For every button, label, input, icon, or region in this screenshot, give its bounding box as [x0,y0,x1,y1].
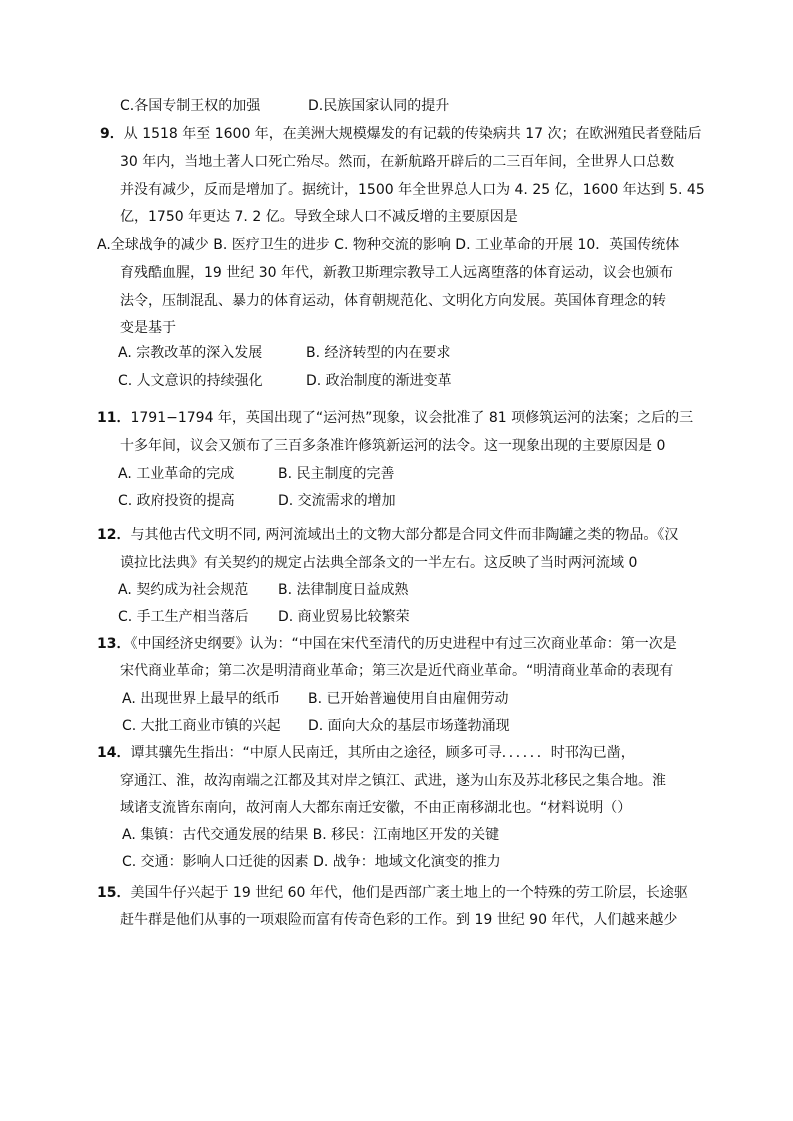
q8-options-cd [120,97,450,115]
q12-option-b: B. 法律制度日益成熟 [278,582,409,598]
q11-option-a: A. 工业革命的完成 [118,466,235,482]
q10-line-2: 育残酷血腥，19 世纪 30 年代，新教卫斯理宗教导工人远离堕落的体育运动，议会也颁布 [120,265,673,281]
q15-number: 15． [97,885,131,901]
q12-option-a: A. 契约成为社会规范 [118,582,249,598]
q12-option-d: D. 商业贸易比较繁荣 [278,609,410,625]
q15-text-1: 美国牛仔兴起于 19 世纪 60 年代，他们是西部广袤土地上的一个特殊的劳工阶层，长途驱 [130,885,688,901]
q11-line-1 [97,409,693,427]
q13-option-d: D. 面向大众的基层市场蓬勃涌现 [308,718,510,734]
q10-option-a: A. 宗教改革的深入发展 [118,345,263,361]
q9-line-4: 亿，1750 年更达 7. 2 亿。导致全球人口不减反增的主要原因是 [120,209,518,225]
q15-line-2: 赶牛群是他们从事的一项艰险而富有传奇色彩的工作。到 19 世纪 90 年代，人们越来越少 [120,912,678,928]
q13-option-c: C. 大批工商业市镇的兴起 [122,718,281,734]
q10-line-4: 变是基于 [120,320,176,336]
q11-number: 11． [97,410,131,426]
q14-line-2: 穿通江、淮，故沟南端之江都及其对岸之镇江、武进，遂为山东及苏北移民之集合地。淮 [120,773,666,789]
q14-options-ab: A. 集镇：古代交通发展的结果 B. 移民：江南地区开发的关键 [122,827,500,843]
q10-line-3: 法令，压制混乱、暴力的体育运动，体育朝规范化、文明化方向发展。英国体育理念的转 [120,293,666,309]
q12-options-ab [118,581,409,599]
q14-number: 14． [97,745,131,761]
q10-option-d: D. 政治制度的渐进变革 [306,373,452,389]
q9-number: 9． [100,126,124,142]
q10-option-b: B. 经济转型的内在要求 [306,345,451,361]
q9-text-1: 从 1518 年至 1600 年，在美洲大规模爆发的有记载的传染病共 17 次；在欧洲殖民者登陆后 [123,126,702,142]
q10-options-ab [118,344,451,362]
q12-line-2: 谟拉比法典》有关契约的规定占法典全部条文的一半左右。这反映了当时两河流域 0 [120,555,638,571]
q13-option-a: A. 出现世界上最早的纸币 [122,691,281,707]
q13-options-cd [122,717,510,735]
q12-number: 12． [97,527,131,543]
q9-line-2: 30 年内，当地土著人口死亡殆尽。然而，在新航路开辟后的二三百年间，全世界人口总数 [120,154,675,170]
q8-option-d: D.民族国家认同的提升 [308,98,450,114]
q13-number: 13． [97,636,131,652]
q14-line-1 [97,744,635,762]
q11-option-b: B. 民主制度的完善 [278,466,395,482]
q15-line-1 [97,884,688,902]
q12-option-c: C. 手工生产相当落后 [118,609,249,625]
q9-line-1 [100,125,702,143]
q12-options-cd [118,608,410,626]
q14-text-1: 谭其骧先生指出：“中原人民南迁，其所由之途径，顾多可寻．．．．．．时邗沟已凿， [130,745,635,761]
q11-text-1: 1791−1794 年，英国出现了“运河热”现象，议会批准了 81 项修筑运河的法案；之后的三 [130,410,694,426]
q14-line-3: 域诸支流皆东南向，故河南人大都东南迁安徽，不由正南移湖北也。“材料说明（） [120,800,632,816]
q13-option-b: B. 已开始普遍使用自由雇佣劳动 [308,691,509,707]
q11-line-2: 十多年间，议会又颁布了三百多条准许修筑新运河的法令。这一现象出现的主要原因是 0 [120,438,666,454]
q11-option-c: C. 政府投资的提高 [118,493,235,509]
q9-options-q10-start: A.全球战争的减少 B. 医疗卫生的进步 C. 物种交流的影响 D. 工业革命的开展 10．英国传统体 [97,237,680,253]
q13-options-ab [122,690,509,708]
q13-line-1 [97,635,677,653]
q10-option-c: C. 人文意识的持续强化 [118,373,263,389]
q14-options-cd: C. 交通：影响人口迁徙的因素 D. 战争：地域文化演变的推力 [122,854,501,870]
q12-text-1: 与其他古代文明不同, 两河流域出土的文物大部分都是合同文件而非陶罐之类的物品。《汉 [130,527,679,543]
q12-line-1 [97,526,678,544]
q13-line-2: 宋代商业革命；第二次是明清商业革命；第三次是近代商业革命。“明清商业革命的表现有 [120,663,674,679]
q9-line-3: 并没有减少，反而是增加了。据统计，1500 年全世界总人口为 4. 25 亿，1600 年达到 5. 45 [120,182,705,198]
q11-options-ab [118,465,395,483]
q11-options-cd [118,492,396,510]
q13-text-1: 《中国经济史纲要》认为：“中国在宋代至清代的历史进程中有过三次商业革命：第一次是 [130,636,677,652]
q10-options-cd [118,372,452,390]
q8-option-c: C.各国专制王权的加强 [120,98,261,114]
q11-option-d: D. 交流需求的增加 [278,493,396,509]
